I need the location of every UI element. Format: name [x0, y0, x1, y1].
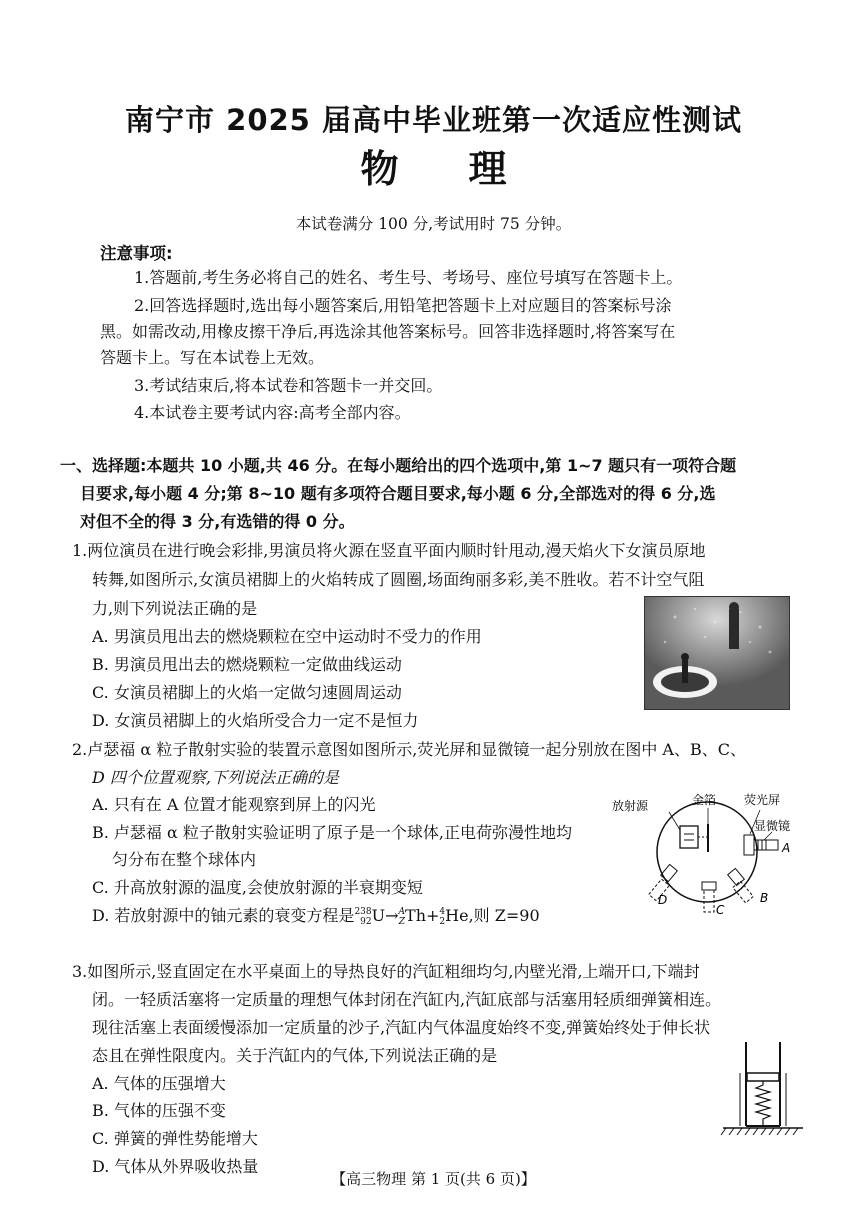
rutherford-apparatus-diagram — [612, 790, 802, 920]
notice-line: 3.考试结束后,将本试卷和答题卡一并交回。 — [134, 376, 443, 395]
cylinder-spring-diagram — [718, 1040, 808, 1140]
q1-option-b: B. 男演员甩出去的燃烧颗粒一定做曲线运动 — [92, 655, 402, 674]
notice-line: 2.回答选择题时,选出每小题答案后,用铅笔把答题卡上对应题目的答案标号涂 — [134, 296, 672, 315]
section-instructions: 一、选择题:本题共 10 小题,共 46 分。在每小题给出的四个选项中,第 1~7 题只有一项符合题 — [60, 456, 737, 475]
q3-stem: 闭。一轻质活塞将一定质量的理想气体封闭在汽缸内,汽缸底部与活塞用轻质细弹簧相连。 — [92, 990, 722, 1009]
q3-option-c: C. 弹簧的弹性势能增大 — [92, 1129, 258, 1148]
label-microscope: 显微镜 — [754, 819, 791, 833]
label-d: D — [658, 893, 668, 907]
subject-title: 物理 — [360, 147, 577, 191]
label-foil: 金箔 — [692, 793, 717, 807]
q2-option-d: D. 若放射源中的铀元素的衰变方程是 238 92 U→ A Z Th+ 4 2 He,则 Z=90 — [92, 906, 540, 927]
section-instructions: 对但不全的得 3 分,有选错的得 0 分。 — [80, 512, 355, 531]
notice-line: 1.答题前,考生务必将自己的姓名、考生号、考场号、座位号填写在答题卡上。 — [134, 268, 683, 287]
label-screen: 荧光屏 — [744, 793, 781, 807]
notice-line: 答题卡上。写在本试卷上无效。 — [100, 348, 325, 367]
q1-stem: 1.两位演员在进行晚会彩排,男演员将火源在竖直平面内顺时针甩动,漫天焰火下女演员原地 — [72, 541, 706, 560]
q2-option-b-cont: 匀分布在整个球体内 — [112, 850, 257, 869]
q3-stem: 3.如图所示,竖直固定在水平桌面上的导热良好的汽缸粗细均匀,内壁光滑,上端开口,下端封 — [72, 962, 700, 981]
q2-stem: 2.卢瑟福 α 粒子散射实验的装置示意图如图所示,荧光屏和显微镜一起分别放在图中 A、B、C、 — [72, 740, 746, 759]
q3-option-a: A. 气体的压强增大 — [92, 1074, 226, 1093]
exam-title: 南宁市 2025 届高中毕业班第一次适应性测试 — [125, 103, 742, 137]
q3-stem: 态且在弹性限度内。关于汽缸内的气体,下列说法正确的是 — [92, 1046, 498, 1065]
performance-photo — [644, 596, 790, 710]
q3-option-d: D. 气体从外界吸收热量 — [92, 1157, 259, 1176]
label-a: A — [782, 841, 791, 855]
section-instructions: 目要求,每小题 4 分;第 8~10 题有多项符合题目要求,每小题 6 分,全部选对的得 6 分,选 — [80, 484, 716, 503]
q3-option-b: B. 气体的压强不变 — [92, 1101, 226, 1120]
exam-info: 本试卷满分 100 分,考试用时 75 分钟。 — [295, 215, 572, 233]
notice-line: 4.本试卷主要考试内容:高考全部内容。 — [134, 403, 411, 422]
q2-option-b: B. 卢瑟福 α 粒子散射实验证明了原子是一个球体,正电荷弥漫性地均 — [92, 823, 572, 842]
q3-stem: 现往活塞上表面缓慢添加一定质量的沙子,汽缸内气体温度始终不变,弹簧始终处于伸长状 — [92, 1018, 711, 1037]
q2-stem: D 四个位置观察,下列说法正确的是 — [92, 768, 340, 787]
q2-option-a: A. 只有在 A 位置才能观察到屏上的闪光 — [92, 795, 376, 814]
q1-option-c: C. 女演员裙脚上的火焰一定做匀速圆周运动 — [92, 683, 402, 702]
q1-stem: 转舞,如图所示,女演员裙脚上的火焰转成了圆圈,场面绚丽多彩,美不胜收。若不计空气阻 — [92, 570, 705, 589]
label-b: B — [760, 891, 769, 905]
label-source: 放射源 — [612, 799, 649, 813]
notice-heading: 注意事项: — [100, 244, 173, 263]
label-c: C — [716, 903, 725, 917]
q1-option-a: A. 男演员甩出去的燃烧颗粒在空中运动时不受力的作用 — [92, 627, 482, 646]
page-footer: 【高三物理 第 1 页(共 6 页)】 — [331, 1170, 536, 1188]
notice-line: 黑。如需改动,用橡皮擦干净后,再选涂其他答案标号。回答非选择题时,将答案写在 — [100, 322, 676, 341]
q2-option-c: C. 升高放射源的温度,会使放射源的半衰期变短 — [92, 878, 423, 897]
q1-stem: 力,则下列说法正确的是 — [92, 599, 258, 618]
q1-option-d: D. 女演员裙脚上的火焰所受合力一定不是恒力 — [92, 711, 419, 730]
